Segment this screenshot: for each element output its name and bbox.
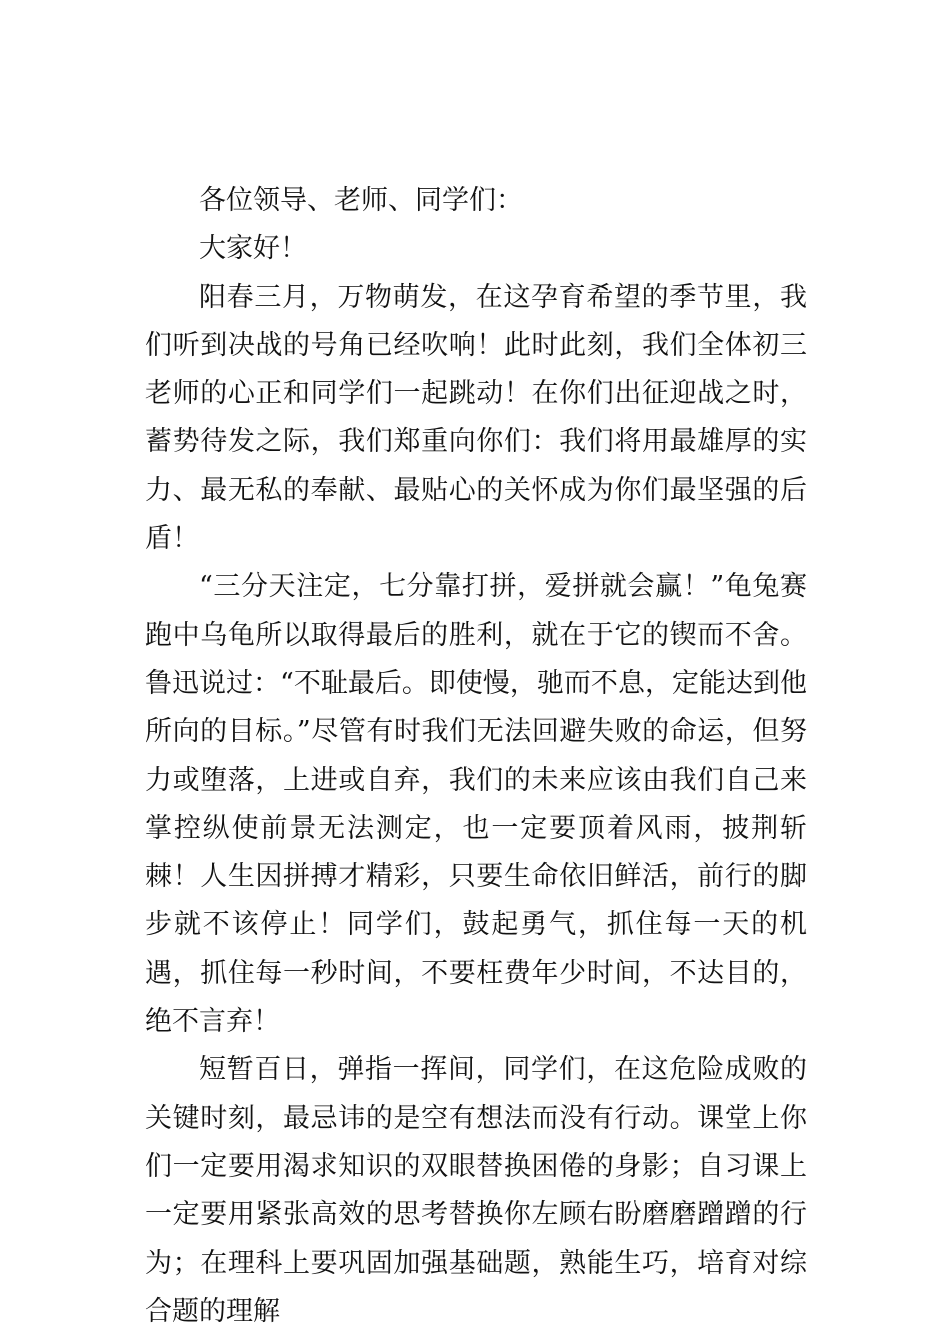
speech-body [145,177,807,1336]
body-paragraph-perseverance: “三分天注定，七分靠打拼，爱拼就会赢！”龟兔赛跑中乌龟所以取得最后的胜利，就在于它的锲而不舍。鲁迅说过：“不耻最后。即使慢，驰而不息，定能达到他所向的目标。”尽管有时我们无法回避失败的命运，但努力或堕落，上进或自弃，我们的未来应该由我们自己来掌控纵使前景无法测定，也一定要顶着风雨，披荆斩棘！人生因拼搏才精彩，只要生命依旧鲜活，前行的脚步就不该停止！同学们，鼓起勇气，抓住每一天的机遇，抓住每一秒时间，不要枉费年少时间，不达目的，绝不言弃！ [145,571,807,1038]
body-paragraph-spring: 阳春三月，万物萌发，在这孕育希望的季节里，我们听到决战的号角已经吹响！此时此刻，我们全体初三老师的心正和同学们一起跳动！在你们出征迎战之时，蓄势待发之际，我们郑重向你们：我们将用最雄厚的实力、最无私的奉献、最贴心的关怀成为你们最坚强的后盾！ [145,281,807,555]
body-paragraph-hundred-days: 短暂百日，弹指一挥间，同学们，在这危险成败的关键时刻，最忌讳的是空有想法而没有行动。课堂上你们一定要用渴求知识的双眼替换困倦的身影；自习课上一定要用紧张高效的思考替换你左顾右盼磨磨蹭蹭的行为；在理科上要巩固加强基础题，熟能生巧，培育对综合题的理解 [145,1054,807,1327]
greeting-paragraph: 各位领导、老师、同学们： [199,185,523,216]
hello-paragraph: 大家好！ [199,233,307,265]
